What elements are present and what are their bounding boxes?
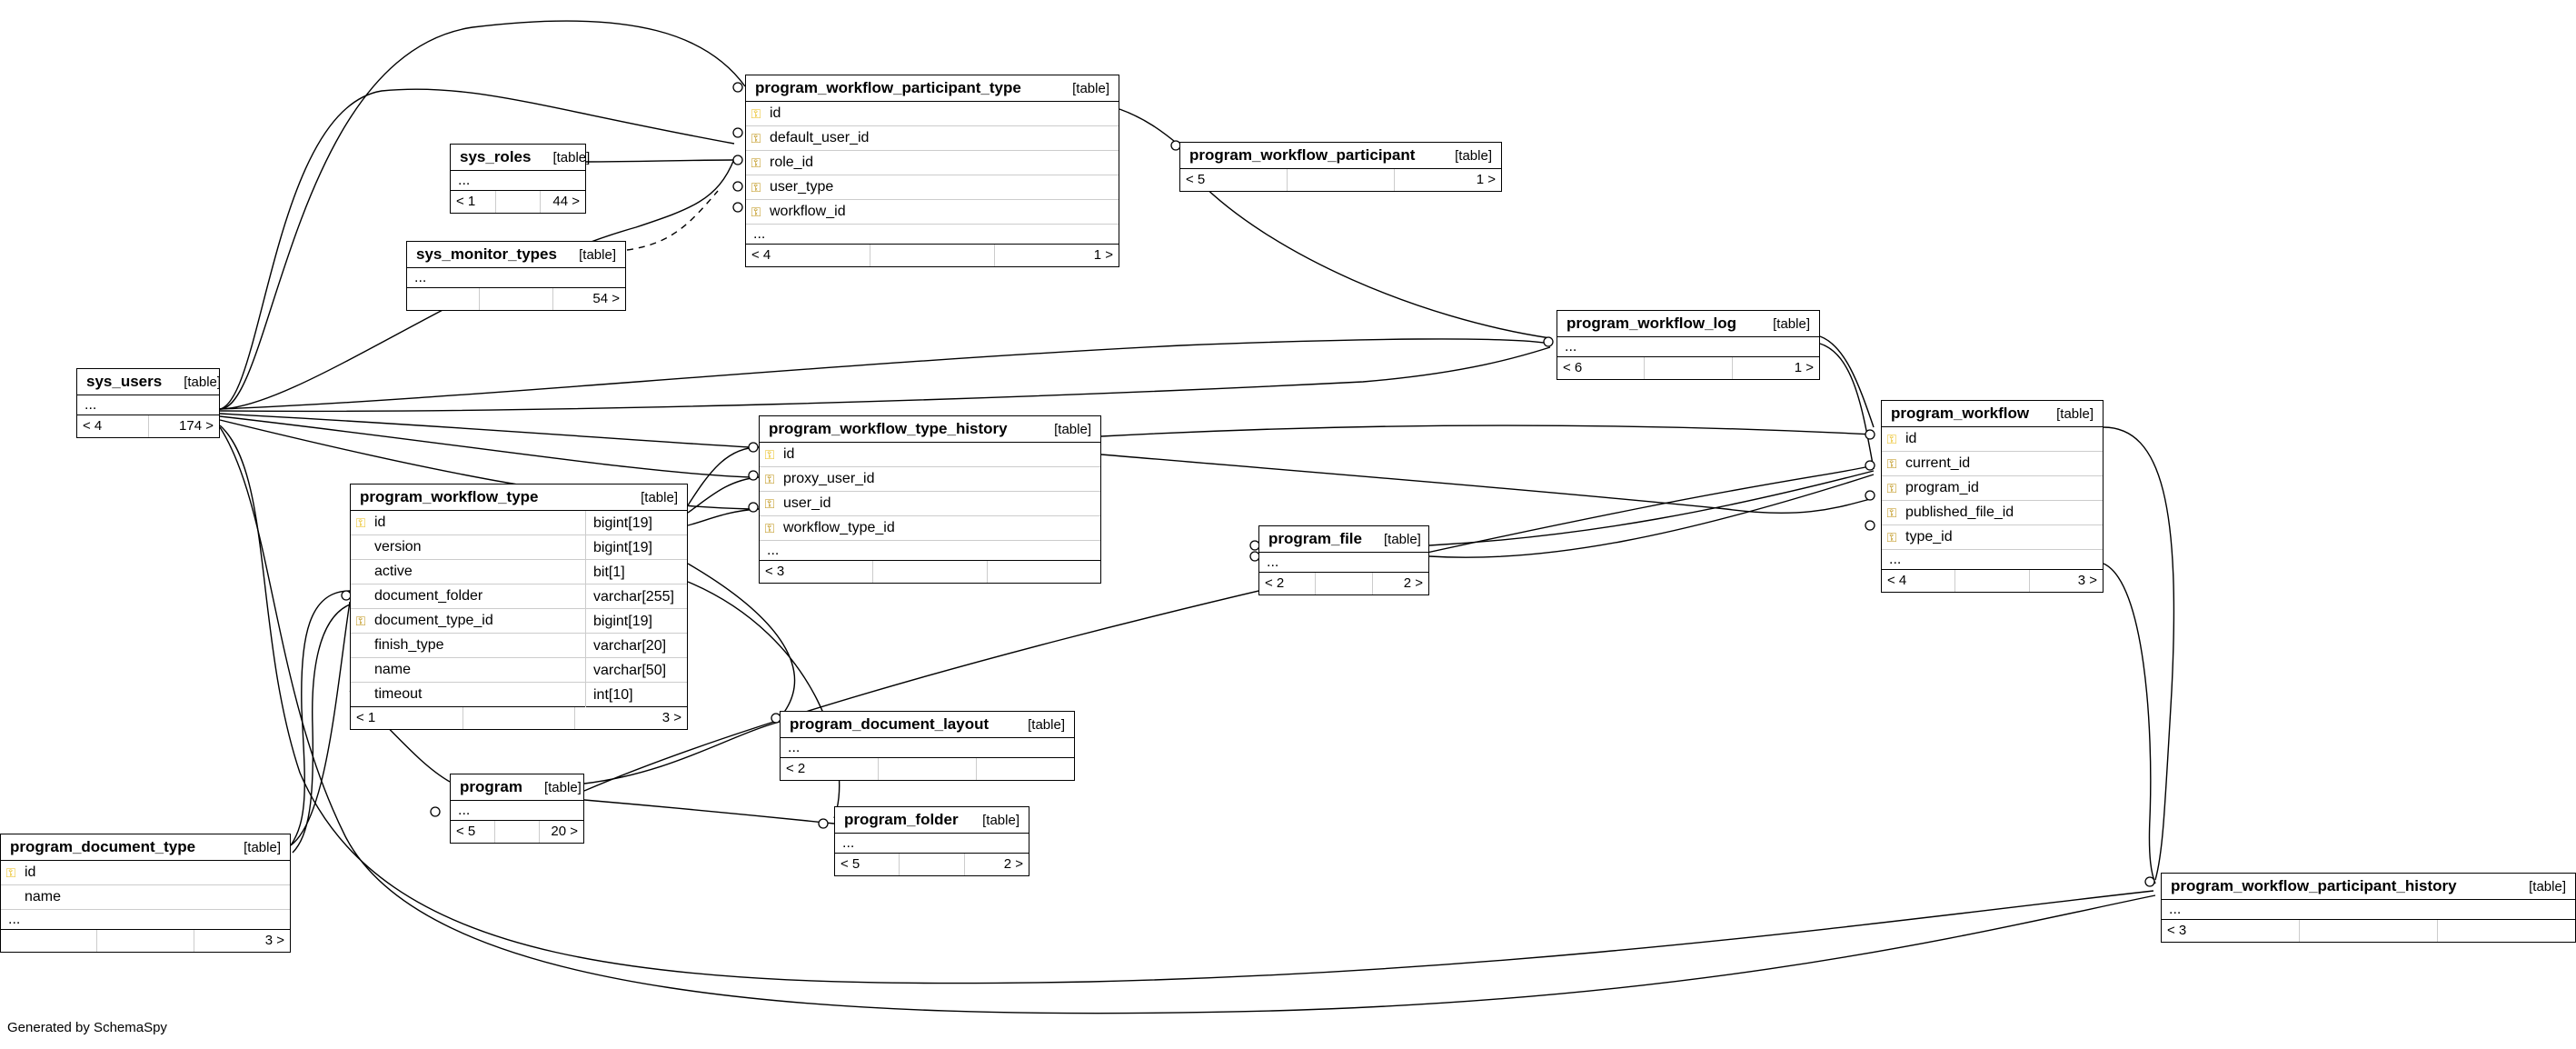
table-sys_users[interactable] [76, 368, 220, 438]
foreign-key-icon: ⚿ [751, 130, 761, 145]
relationship-counts [1882, 570, 2103, 592]
spacer-cell [873, 561, 987, 583]
table-name: program_workflow [1891, 405, 2030, 422]
more-columns-ellipsis: ... [781, 738, 1074, 758]
outgoing-count: 44 > [552, 194, 581, 209]
table-name: program_workflow_participant [1189, 146, 1416, 164]
incoming-count [1, 930, 97, 952]
spacer-cell [480, 288, 552, 310]
incoming-count: < 4 [746, 245, 870, 266]
table-title [407, 242, 625, 268]
table-row[interactable] [1, 861, 290, 885]
column-name: version [374, 539, 422, 554]
spacer-cell [1288, 169, 1395, 191]
table-program[interactable] [450, 774, 584, 844]
column-name: document_type_id [374, 613, 493, 628]
table-row[interactable] [746, 175, 1119, 200]
more-columns-ellipsis: ... [77, 395, 219, 415]
primary-key-icon: ⚿ [751, 105, 761, 121]
table-tag: [table] [244, 839, 281, 855]
more-columns-ellipsis: ... [760, 541, 1100, 561]
table-row[interactable] [760, 492, 1100, 516]
generator-credit: Generated by SchemaSpy [7, 1020, 167, 1035]
more-columns-ellipsis: ... [1557, 337, 1819, 357]
column-name: default_user_id [770, 130, 870, 145]
spacer-cell [1955, 570, 2029, 592]
table-title [1, 834, 290, 861]
table-title [1259, 526, 1428, 553]
table-program_folder[interactable] [834, 806, 1029, 876]
outgoing-count [977, 758, 1074, 780]
primary-key-icon: ⚿ [5, 864, 16, 880]
table-title [781, 712, 1074, 738]
column-name: id [25, 864, 36, 880]
table-tag: [table] [1383, 531, 1421, 547]
relationship-counts [407, 288, 625, 310]
table-row[interactable] [351, 584, 687, 609]
outgoing-count [2438, 920, 2575, 942]
table-row[interactable] [351, 683, 687, 707]
table-title [835, 807, 1029, 834]
foreign-key-icon: ⚿ [751, 179, 761, 195]
incoming-count: < 5 [835, 854, 900, 875]
spacer-cell [495, 821, 540, 843]
table-tag: [table] [1028, 716, 1065, 733]
outgoing-count: 1 > [1476, 172, 1496, 187]
table-tag: [table] [1455, 147, 1492, 164]
table-title [1557, 311, 1819, 337]
relationship-counts [351, 707, 687, 729]
foreign-key-icon: ⚿ [751, 155, 761, 170]
more-columns-ellipsis: ... [1, 910, 290, 930]
table-row[interactable] [760, 443, 1100, 467]
relationship-counts [835, 854, 1029, 875]
table-sys_roles[interactable] [450, 144, 591, 214]
table-program_workflow_type_history[interactable] [759, 415, 1101, 584]
table-row[interactable] [351, 511, 687, 535]
incoming-count: < 6 [1557, 357, 1645, 379]
table-tag: [table] [2529, 878, 2566, 894]
incoming-count: < 1 [351, 707, 463, 729]
spacer-cell [97, 930, 194, 952]
table-name: program_file [1268, 530, 1362, 547]
spacer-cell [463, 707, 576, 729]
table-tag: [table] [1054, 421, 1091, 437]
table-tag: [table] [982, 812, 1019, 828]
column-name: timeout [374, 686, 423, 702]
more-columns-ellipsis: ... [1882, 550, 2103, 570]
table-row[interactable] [351, 535, 687, 560]
table-sys_monitor_types[interactable] [406, 241, 626, 311]
table-row[interactable] [1882, 427, 2103, 452]
column-name: proxy_user_id [783, 471, 875, 486]
foreign-key-icon: ⚿ [764, 471, 775, 486]
column-name: id [770, 105, 781, 121]
primary-key-icon: ⚿ [355, 515, 366, 530]
table-title [2162, 874, 2575, 900]
table-name: program_folder [844, 811, 959, 828]
outgoing-count: 3 > [661, 710, 682, 725]
outgoing-count: 3 > [264, 933, 284, 948]
primary-key-icon: ⚿ [764, 446, 775, 462]
column-name: type_id [1905, 529, 1953, 544]
column-name: document_folder [374, 588, 483, 604]
relationship-counts [1259, 573, 1428, 594]
relationship-counts [746, 245, 1119, 266]
table-name: program_workflow_participant_type [755, 79, 1021, 96]
column-name: active [374, 564, 413, 579]
table-name: program_workflow_type_history [769, 420, 1008, 437]
more-columns-ellipsis: ... [1259, 553, 1428, 573]
outgoing-count: 2 > [1403, 575, 1423, 591]
table-row[interactable] [1882, 476, 2103, 501]
relationship-counts [760, 561, 1100, 583]
table-tag: [table] [1072, 80, 1109, 96]
foreign-key-icon: ⚿ [355, 613, 366, 628]
foreign-key-icon: ⚿ [1886, 505, 1897, 520]
spacer-cell [870, 245, 995, 266]
table-row[interactable] [351, 658, 687, 683]
spacer-cell [1645, 357, 1732, 379]
table-tag: [table] [552, 149, 591, 165]
outgoing-count: 1 > [1093, 247, 1113, 263]
outgoing-count: 1 > [1794, 360, 1814, 375]
table-name: program_workflow_type [360, 488, 539, 505]
column-name: id [1905, 431, 1917, 446]
table-row[interactable] [351, 560, 687, 584]
table-row[interactable] [760, 516, 1100, 541]
column-type: int[10] [585, 683, 687, 707]
table-tag: [table] [641, 489, 678, 505]
outgoing-count: 2 > [1003, 856, 1023, 872]
table-title [451, 145, 591, 171]
primary-key-icon: ⚿ [1886, 431, 1897, 446]
spacer-cell [879, 758, 977, 780]
table-row[interactable] [746, 102, 1119, 126]
table-title [760, 416, 1100, 443]
relationship-counts [2162, 920, 2575, 942]
table-name: sys_roles [460, 148, 532, 165]
column-name: workflow_id [770, 204, 846, 219]
outgoing-count: 3 > [2077, 573, 2097, 588]
table-title [1882, 401, 2103, 427]
relationship-counts [451, 821, 583, 843]
column-name: user_type [770, 179, 834, 195]
more-columns-ellipsis: ... [2162, 900, 2575, 920]
table-row[interactable] [1, 885, 290, 910]
outgoing-count [988, 561, 1100, 583]
column-type: bigint[19] [585, 511, 687, 535]
column-type: bit[1] [585, 560, 687, 584]
column-type: varchar[255] [585, 584, 687, 609]
table-row[interactable] [760, 467, 1100, 492]
more-columns-ellipsis: ... [451, 171, 585, 191]
foreign-key-icon: ⚿ [1886, 480, 1897, 495]
table-title [351, 485, 687, 511]
table-program_workflow_participant_history[interactable] [2161, 873, 2576, 943]
table-row[interactable] [746, 151, 1119, 175]
column-type: bigint[19] [585, 609, 687, 634]
table-name: program_document_type [10, 838, 196, 855]
table-program_document_layout[interactable] [780, 711, 1075, 781]
table-tag: [table] [1773, 315, 1810, 332]
table-row[interactable] [351, 609, 687, 634]
column-name: name [374, 662, 412, 677]
relationship-counts [77, 415, 219, 437]
column-type: bigint[19] [585, 535, 687, 560]
table-title [746, 75, 1119, 102]
more-columns-ellipsis: ... [746, 225, 1119, 245]
relationship-counts [1557, 357, 1819, 379]
table-program_workflow_log[interactable] [1557, 310, 1820, 380]
table-program_document_type[interactable] [0, 834, 291, 953]
relationship-counts [1, 930, 290, 952]
table-program_workflow_participant[interactable] [1179, 142, 1502, 192]
relationship-counts [781, 758, 1074, 780]
table-name: program_workflow_participant_history [2171, 877, 2457, 894]
incoming-count: < 3 [760, 561, 873, 583]
foreign-key-icon: ⚿ [764, 520, 775, 535]
column-name: finish_type [374, 637, 444, 653]
incoming-count: < 5 [451, 821, 495, 843]
table-title [77, 369, 222, 395]
table-row[interactable] [351, 634, 687, 658]
spacer-cell [900, 854, 964, 875]
foreign-key-icon: ⚿ [1886, 455, 1897, 471]
spacer-cell [1316, 573, 1372, 594]
more-columns-ellipsis: ... [451, 801, 583, 821]
outgoing-count: 20 > [551, 824, 578, 839]
foreign-key-icon: ⚿ [751, 204, 761, 219]
more-columns-ellipsis: ... [835, 834, 1029, 854]
column-name: published_file_id [1905, 505, 2014, 520]
incoming-count: < 4 [1882, 570, 1955, 592]
table-row[interactable] [746, 200, 1119, 225]
table-name: program_workflow_log [1566, 315, 1737, 332]
incoming-count [407, 288, 480, 310]
table-row[interactable] [1882, 525, 2103, 550]
table-program_workflow_type[interactable] [350, 484, 688, 730]
spacer-cell [2300, 920, 2438, 942]
incoming-count: < 3 [2162, 920, 2300, 942]
table-row[interactable] [1882, 452, 2103, 476]
column-type: varchar[50] [585, 658, 687, 683]
foreign-key-icon: ⚿ [764, 495, 775, 511]
table-program_workflow_participant_type[interactable] [745, 75, 1119, 267]
incoming-count: < 2 [1259, 573, 1316, 594]
table-program_workflow[interactable] [1881, 400, 2104, 593]
table-name: program_document_layout [790, 715, 990, 733]
table-program_file[interactable] [1258, 525, 1429, 595]
table-tag: [table] [579, 246, 616, 263]
incoming-count: < 1 [451, 191, 496, 213]
table-tag: [table] [543, 779, 582, 795]
outgoing-count: 174 > [179, 418, 214, 434]
column-name: current_id [1905, 455, 1971, 471]
column-name: name [25, 889, 62, 904]
column-name: id [374, 515, 386, 530]
incoming-count: < 2 [781, 758, 879, 780]
foreign-key-icon: ⚿ [1886, 529, 1897, 544]
table-row[interactable] [746, 126, 1119, 151]
outgoing-count: 54 > [592, 291, 620, 306]
relationship-counts [1180, 169, 1501, 191]
table-tag: [table] [184, 374, 222, 390]
table-title [451, 774, 583, 801]
column-type: varchar[20] [585, 634, 687, 658]
column-name: workflow_type_id [783, 520, 895, 535]
column-name: id [783, 446, 795, 462]
column-name: program_id [1905, 480, 1979, 495]
spacer-cell [496, 191, 542, 213]
table-name: sys_users [86, 373, 163, 390]
table-title [1180, 143, 1501, 169]
table-row[interactable] [1882, 501, 2103, 525]
table-tag: [table] [2056, 405, 2094, 422]
incoming-count: < 4 [77, 415, 149, 437]
relationship-counts [451, 191, 585, 213]
column-name: user_id [783, 495, 831, 511]
table-name: sys_monitor_types [416, 245, 557, 263]
incoming-count: < 5 [1180, 169, 1288, 191]
column-name: role_id [770, 155, 814, 170]
more-columns-ellipsis: ... [407, 268, 625, 288]
table-name: program [460, 778, 522, 795]
